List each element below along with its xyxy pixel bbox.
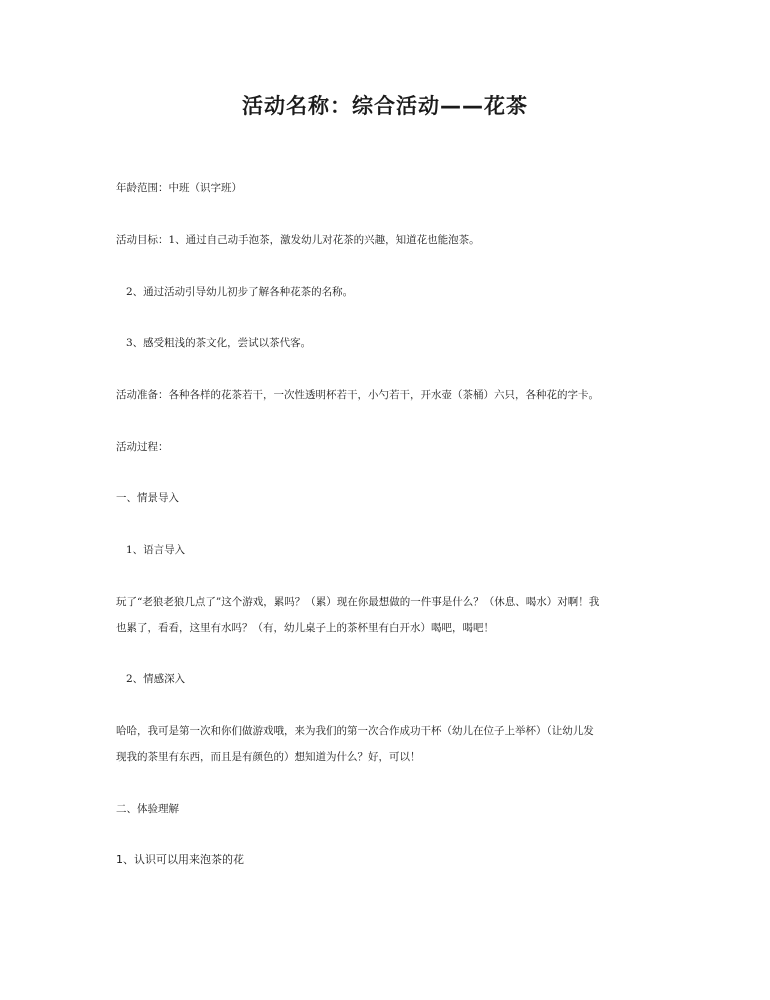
document-title: 活动名称：综合活动——花茶 [242, 94, 528, 118]
objective-line-1: 活动目标：1、通过自己动手泡茶，激发幼儿对花茶的兴趣，知道花也能泡茶。 [116, 234, 480, 246]
preparation-line: 活动准备：各种各样的花茶若干，一次性透明杯若干，小勺若干，开水壶（茶桶）六只，各种花的字卡。 [116, 389, 599, 401]
body-paragraph-1-line-2: 也累了，看看，这里有水吗？（有，幼儿桌子上的茶杯里有白开水）喝吧，喝吧！ [116, 622, 494, 634]
body-paragraph-1-line-1: 玩了“老狼老狼几点了”这个游戏，累吗？（累）现在你最想做的一件事是什么？（休息、喝水）对啊！我 [116, 596, 600, 608]
objective-line-3: 3、感受粗浅的茶文化，尝试以茶代客。 [126, 337, 312, 349]
subsection-heading-2: 2、情感深入 [126, 673, 186, 685]
section-heading-1: 一、情景导入 [116, 492, 179, 504]
process-heading: 活动过程： [116, 441, 169, 453]
body-paragraph-2-line-2: 现我的茶里有东西，而且是有颜色的）想知道为什么？好，可以！ [116, 751, 421, 763]
age-range-line: 年龄范围：中班（识字班） [116, 182, 242, 194]
section-heading-2: 二、体验理解 [116, 803, 179, 815]
subsection-heading-1: 1、语言导入 [126, 544, 186, 556]
objective-line-2: 2、通过活动引导幼儿初步了解各种花茶的名称。 [126, 286, 354, 298]
subsection-heading-3: 1、认识可以用来泡茶的花 [116, 853, 244, 866]
body-paragraph-2-line-1: 哈哈，我可是第一次和你们做游戏哦，来为我们的第一次合作成功干杯（幼儿在位子上举杯）（让幼儿发 [116, 725, 594, 737]
